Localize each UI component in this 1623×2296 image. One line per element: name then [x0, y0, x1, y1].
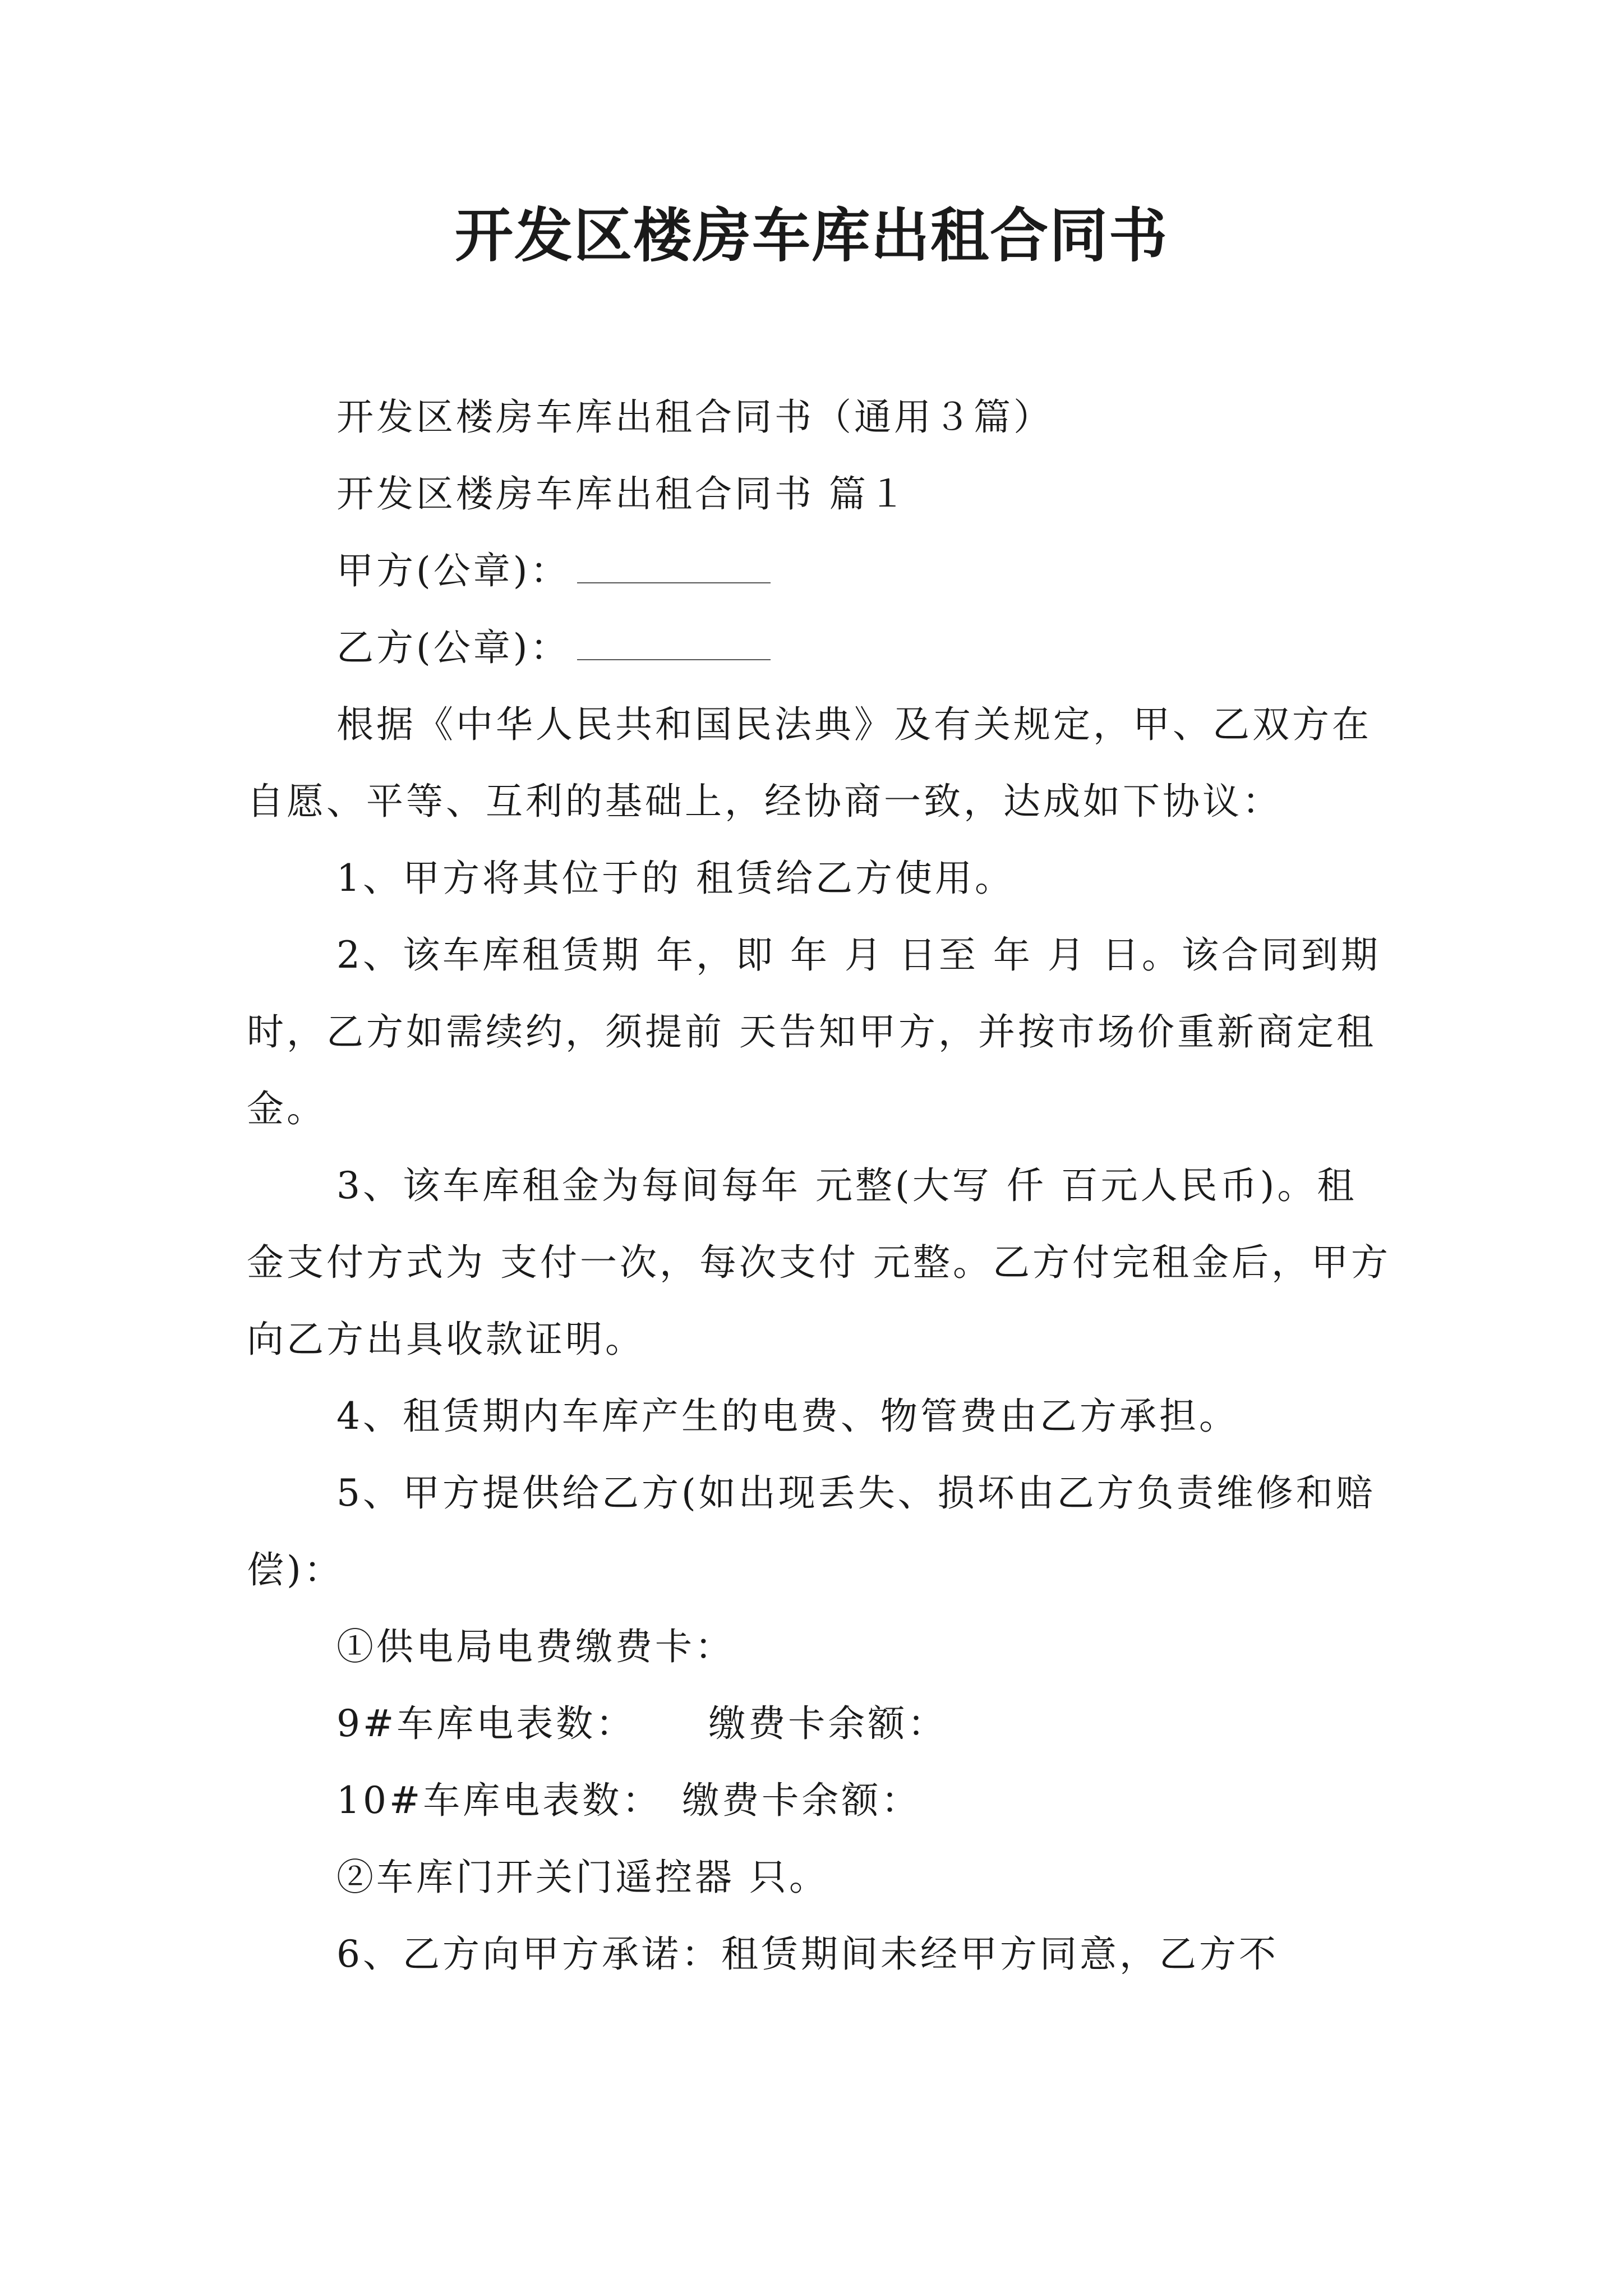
party-b-blank: [577, 631, 771, 660]
meter-10-label: 10#车库电表数：: [336, 1779, 662, 1822]
clause-3: 3、该车库租金为每间每年 元整(大写 仟 百元人民币)。租金支付方式为 支付一次，每次支付 元整。乙方付完租金后，甲方向乙方出具收款证明。: [247, 1164, 1391, 1361]
party-a-blank: [577, 554, 771, 583]
document-title: 开发区楼房车库出租合同书: [454, 201, 1168, 270]
party-a-line: [247, 532, 1391, 609]
item-1: ①供电局电费缴费卡：: [336, 1625, 735, 1668]
clause-5: 5、甲方提供给乙方(如出现丢失、损坏由乙方负责维修和赔偿)：: [247, 1471, 1376, 1591]
meter-10-card: 缴费卡余额：: [682, 1779, 921, 1822]
meter-10-line: [247, 1762, 1391, 1839]
item-2: ②车库门开关门遥控器 只。: [336, 1856, 829, 1899]
document-body: [247, 379, 1391, 1993]
clause-4: 4、租赁期内车库产生的电费、物管费由乙方承担。: [336, 1395, 1239, 1438]
meter-9-card: 缴费卡余额：: [708, 1702, 948, 1745]
section-heading: 开发区楼房车库出租合同书 篇１: [336, 472, 909, 516]
party-b-line: [247, 609, 1391, 686]
party-b-label: 乙方(公章)：: [336, 626, 570, 669]
intro-paragraph: 根据《中华人民共和国民法典》及有关规定，甲、乙双方在自愿、平等、互利的基础上，经协商一致，达成如下协议：: [247, 703, 1372, 823]
meter-9-label: 9#车库电表数：: [336, 1702, 636, 1745]
clause-2: 2、该车库租赁期 年，即 年 月 日至 年 月 日。该合同到期时，乙方如需续约，须提前 天告知甲方，并按市场价重新商定租金。: [247, 933, 1381, 1130]
document-subtitle: 开发区楼房车库出租合同书（通用３篇）: [336, 395, 1053, 439]
clause-1: 1、甲方将其位于的 租赁给乙方使用。: [336, 857, 1015, 900]
party-a-label: 甲方(公章)：: [336, 549, 570, 592]
clause-6: 6、乙方向甲方承诺：租赁期间未经甲方同意，乙方不: [336, 1932, 1279, 1976]
meter-9-line: [247, 1685, 1391, 1762]
